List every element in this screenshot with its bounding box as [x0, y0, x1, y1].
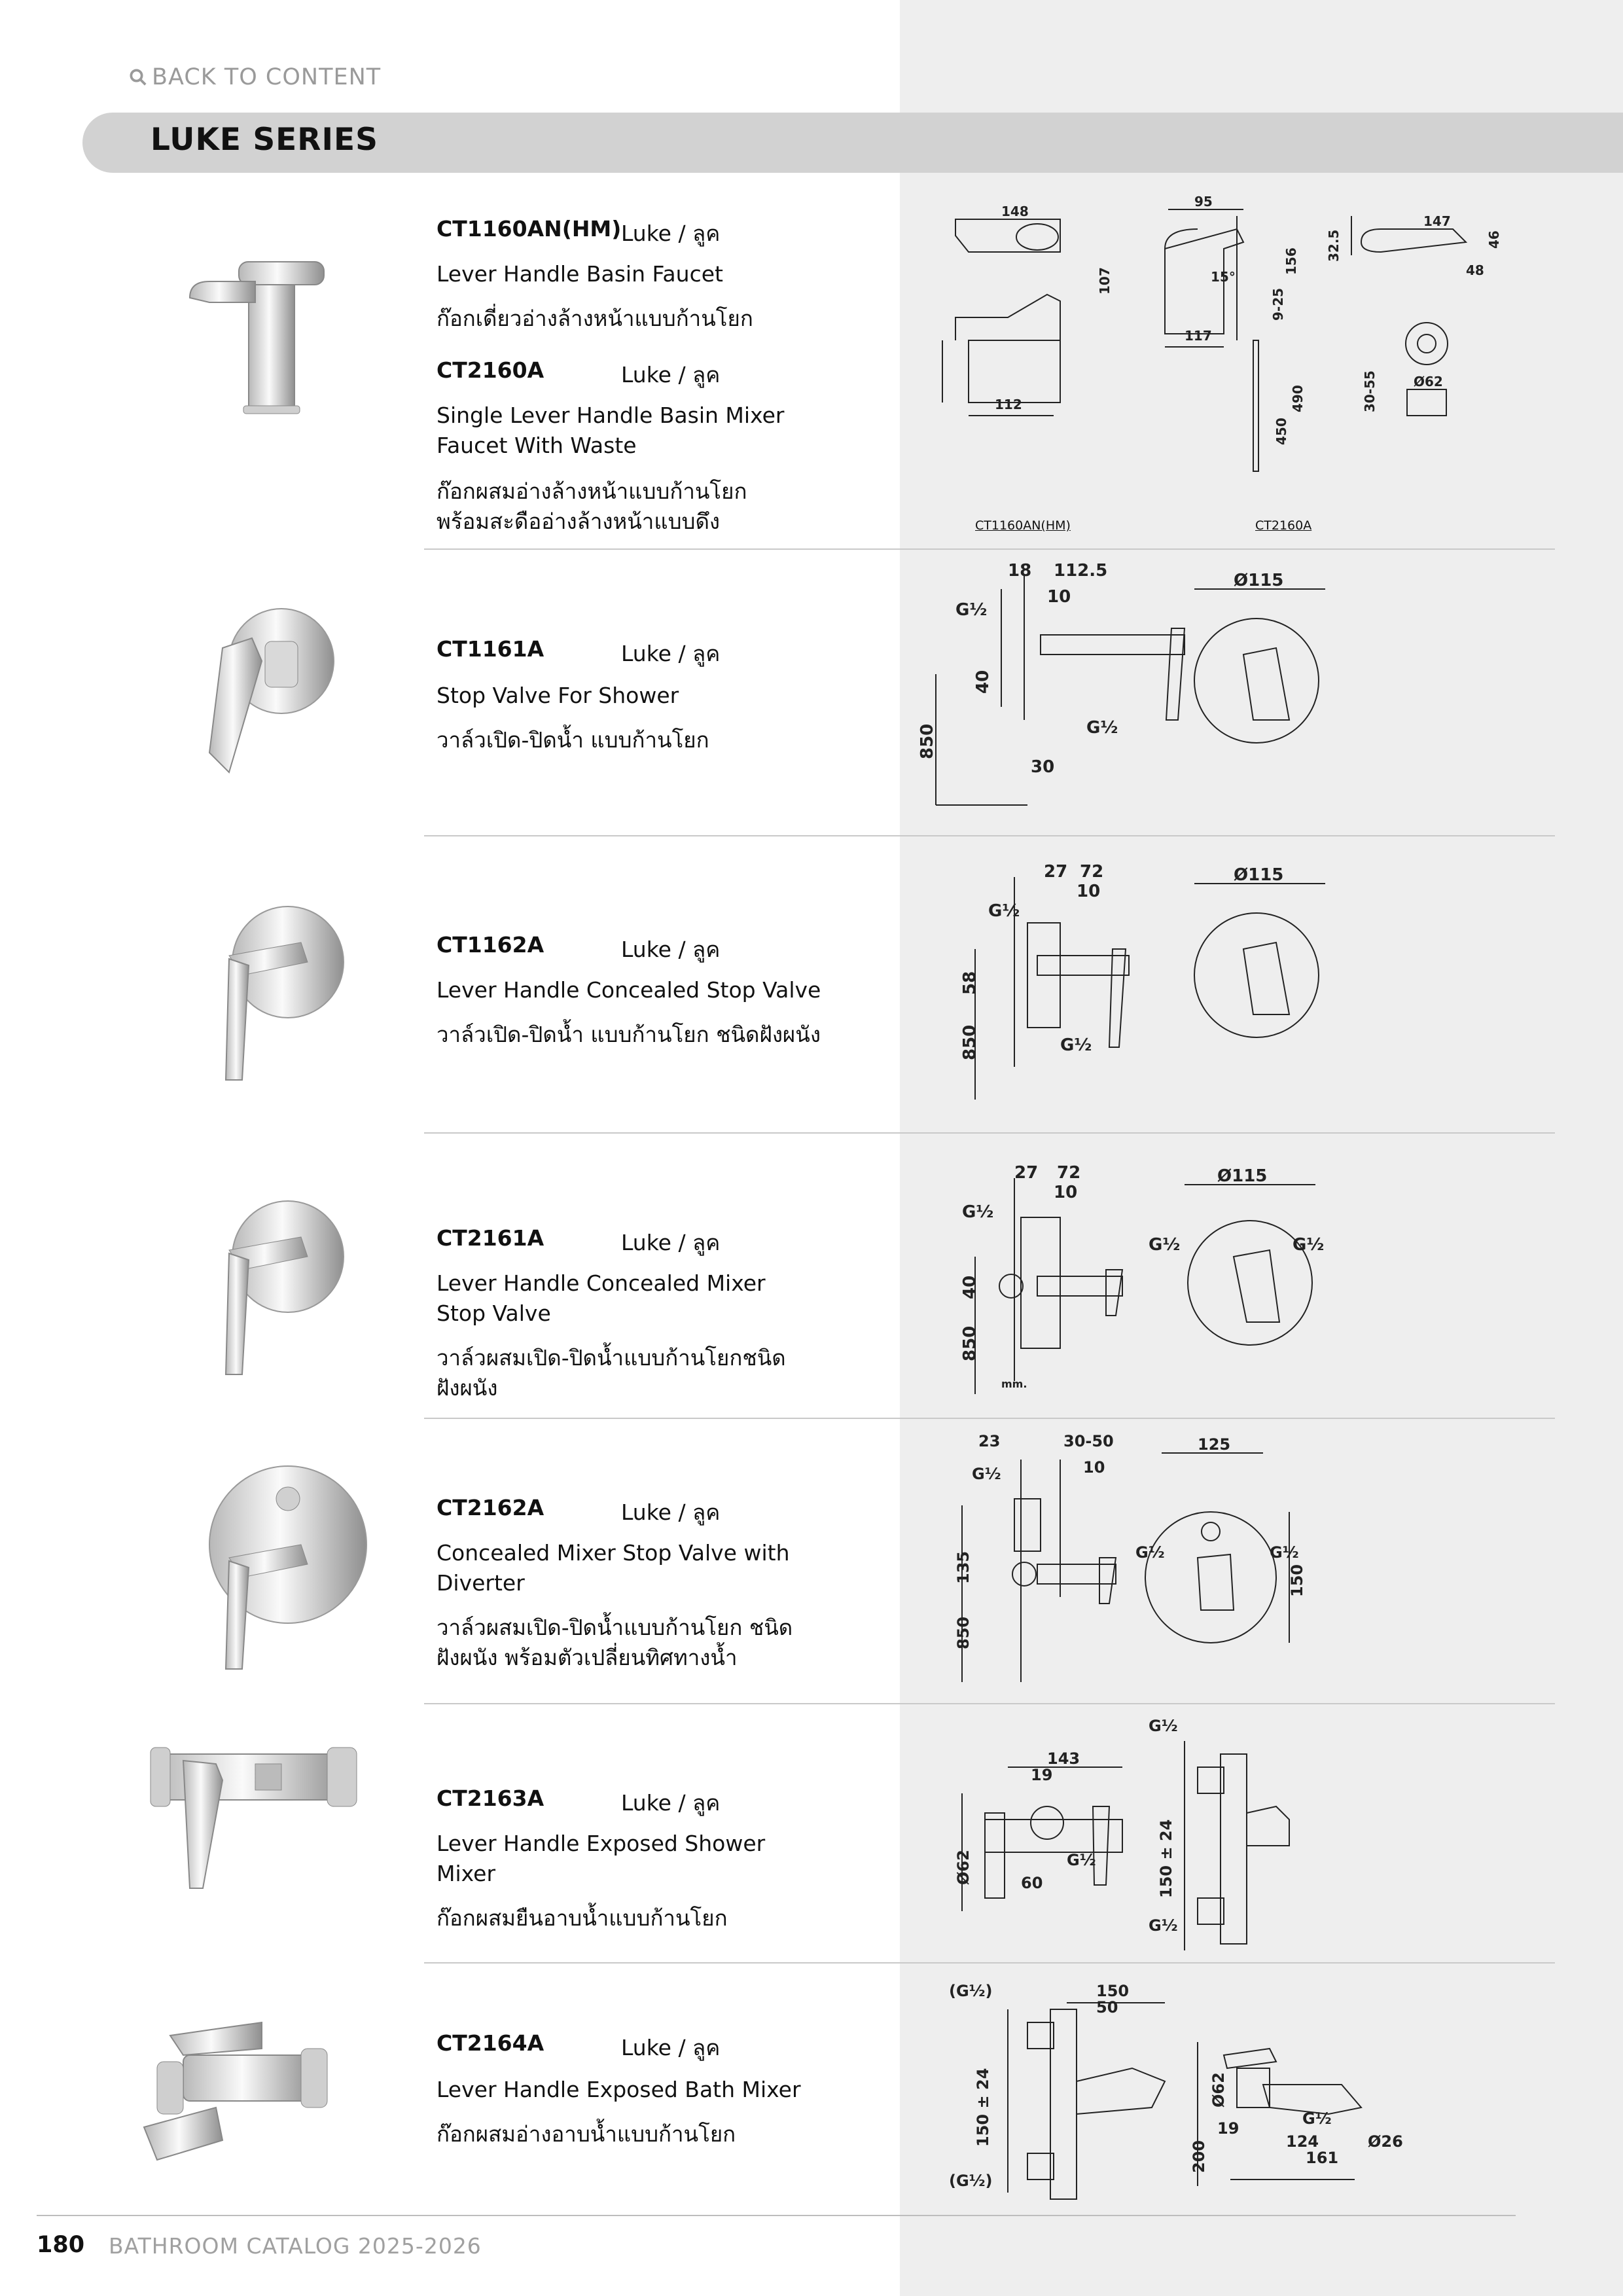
technical-drawing-ct2164a: [936, 1970, 1446, 2212]
dim-50: 50: [1096, 1998, 1118, 2017]
product-name-thai: ก๊อกผสมอ่างอาบน้ำแบบก้านโยก: [437, 2121, 736, 2147]
series-title: LUKE SERIES: [151, 122, 378, 158]
product-code: CT2163A: [437, 1785, 544, 1811]
dim-450: 450: [1274, 418, 1289, 445]
product-name-thai: วาล์วผสมเปิด-ปิดน้ำแบบก้านโยกชนิดฝังผนัง: [437, 1345, 786, 1401]
dim-27: 27: [1014, 1163, 1039, 1183]
dim-g-half-bottom: G½: [1060, 1035, 1092, 1055]
dim-diameter-115: Ø115: [1234, 865, 1284, 885]
technical-drawing-ct2161a: [923, 1152, 1381, 1414]
dim-diameter-115: Ø115: [1234, 571, 1284, 590]
dim-diameter-62: Ø62: [954, 1850, 972, 1885]
dim-10: 10: [1083, 1458, 1105, 1477]
row-divider: [424, 1132, 1555, 1134]
product-series-2: Luke / ลูค: [621, 362, 721, 387]
dim-32-5: 32.5: [1326, 229, 1342, 262]
dim-g-half: G½: [1086, 718, 1118, 738]
dim-g-half: G½: [1067, 1851, 1096, 1869]
dim-490: 490: [1290, 385, 1306, 412]
dim-125: 125: [1198, 1435, 1231, 1454]
product-code: CT1162A: [437, 932, 544, 958]
exposed-bath-mixer-thumbnail: [131, 2009, 366, 2166]
dim-850: 850: [954, 1616, 972, 1649]
product-name: Lever Handle Exposed Shower Mixer: [437, 1831, 766, 1886]
product-name: Lever Handle Basin Faucet: [437, 261, 723, 287]
dim-g-half: G½: [988, 901, 1020, 921]
dim-135: 135: [954, 1551, 972, 1584]
technical-drawing-ct1160an-ct2160a: [929, 190, 1518, 530]
dim-g-half-left: G½: [1149, 1235, 1181, 1255]
dim-117: 117: [1185, 328, 1212, 344]
dim-diameter-62: Ø62: [1414, 374, 1443, 389]
row-divider: [424, 548, 1555, 550]
row-divider: [424, 1418, 1555, 1419]
product-name-thai: วาล์วเปิด-ปิดน้ำ แบบก้านโยก: [437, 727, 709, 753]
search-icon: [128, 67, 148, 87]
drawing-caption-ct1160an: CT1160AN(HM): [975, 518, 1071, 533]
row-divider: [424, 1703, 1555, 1704]
product-name: Lever Handle Concealed Stop Valve: [437, 977, 821, 1003]
unit-mm: mm.: [1001, 1378, 1027, 1390]
dim-112-5: 112.5: [1054, 561, 1108, 581]
dim-156: 156: [1283, 247, 1299, 275]
dim-40: 40: [960, 1275, 980, 1299]
dim-9-25: 9-25: [1270, 287, 1286, 321]
dim-g-half-top: G½: [955, 600, 988, 620]
product-code-2: CT2160A: [437, 357, 544, 383]
dim-107: 107: [1097, 267, 1113, 295]
dim-g-half-top: G½: [1149, 1717, 1178, 1735]
drawing-caption-ct2160a: CT2160A: [1255, 518, 1312, 533]
dim-850: 850: [918, 723, 937, 759]
dim-10: 10: [1054, 1183, 1078, 1202]
dim-19: 19: [1031, 1766, 1053, 1784]
dim-g-half-left: G½: [1135, 1543, 1165, 1562]
dim-diameter-115: Ø115: [1217, 1166, 1268, 1186]
dim-46: 46: [1486, 230, 1502, 249]
product-name: Concealed Mixer Stop Valve with Diverter: [437, 1540, 790, 1596]
dim-18: 18: [1008, 561, 1032, 581]
dim-g-half-bottom: (G½): [949, 2172, 993, 2190]
concealed-mixer-valve-thumbnail: [196, 1198, 353, 1381]
product-code: CT2161A: [437, 1225, 544, 1251]
back-to-content-link[interactable]: [128, 64, 381, 90]
dim-48: 48: [1466, 262, 1484, 278]
dim-161: 161: [1306, 2149, 1339, 2167]
dim-148: 148: [1001, 204, 1029, 219]
footer-divider: [37, 2215, 1516, 2216]
row-divider: [424, 835, 1555, 836]
technical-drawing-ct1162a: [923, 851, 1381, 1113]
row-divider: [424, 1962, 1555, 1964]
exposed-shower-mixer-thumbnail: [144, 1728, 366, 1898]
dim-diameter-62: Ø62: [1209, 2072, 1228, 2108]
product-name-thai: วาล์วผสมเปิด-ปิดน้ำแบบก้านโยก ชนิดฝังผนัง พร้อมตัวเปลี่ยนทิศทางน้ำ: [437, 1615, 793, 1670]
dim-72: 72: [1057, 1163, 1081, 1183]
product-name: Lever Handle Exposed Bath Mixer: [437, 2077, 801, 2102]
dim-15-deg: 15°: [1211, 269, 1236, 285]
product-series: Luke / ลูค: [621, 221, 721, 246]
dim-g-half-bottom: G½: [1149, 1916, 1178, 1935]
product-name-thai: วาล์วเปิด-ปิดน้ำ แบบก้านโยก ชนิดฝังผนัง: [437, 1022, 821, 1047]
dim-30-55: 30-55: [1362, 370, 1378, 412]
dim-g-half: G½: [972, 1465, 1001, 1483]
product-code: CT1161A: [437, 636, 544, 662]
dim-10: 10: [1077, 882, 1101, 901]
dim-19: 19: [1217, 2119, 1240, 2138]
dim-150: 150: [1096, 1982, 1130, 2000]
product-name-thai: ก๊อกเดี่ยวอ่างล้างหน้าแบบก้านโยก: [437, 306, 753, 331]
dim-diameter-26: Ø26: [1368, 2132, 1403, 2151]
product-name-2: Single Lever Handle Basin Mixer Faucet With Waste: [437, 403, 785, 458]
dim-23: 23: [978, 1432, 1001, 1450]
dim-g-half-right: G½: [1270, 1543, 1299, 1562]
dim-g-half: G½: [962, 1202, 994, 1222]
stop-valve-thumbnail: [190, 602, 347, 772]
dim-40: 40: [973, 670, 993, 694]
dim-850: 850: [960, 1024, 980, 1060]
dim-112: 112: [995, 397, 1022, 412]
dim-60: 60: [1021, 1874, 1043, 1892]
technical-drawing-ct2163a: [923, 1715, 1381, 1964]
dim-95: 95: [1194, 194, 1213, 209]
dim-200: 200: [1190, 2140, 1208, 2173]
product-series: Luke / ลูค: [621, 641, 721, 666]
product-name: Lever Handle Concealed Mixer Stop Valve: [437, 1270, 766, 1326]
concealed-stop-valve-thumbnail: [196, 903, 353, 1086]
dim-g-half-spout: G½: [1302, 2109, 1332, 2128]
dim-150-pm-24: 150 ± 24: [1157, 1819, 1175, 1898]
dim-10: 10: [1047, 587, 1071, 607]
product-code: CT2164A: [437, 2030, 544, 2056]
dim-58: 58: [960, 971, 980, 995]
dim-30: 30: [1031, 757, 1055, 777]
product-series: Luke / ลูค: [621, 1790, 721, 1816]
dim-850: 850: [960, 1325, 980, 1361]
catalog-title: BATHROOM CATALOG 2025-2026: [109, 2233, 482, 2259]
product-code: CT2162A: [437, 1495, 544, 1520]
mixer-diverter-thumbnail: [196, 1460, 353, 1676]
dim-g-half-top: (G½): [949, 1982, 993, 2000]
product-series: Luke / ลูค: [621, 937, 721, 962]
product-series: Luke / ลูค: [621, 1230, 721, 1255]
dim-30-50: 30-50: [1063, 1432, 1114, 1450]
product-name: Stop Valve For Shower: [437, 683, 679, 708]
basin-faucet-thumbnail: [183, 249, 340, 419]
technical-drawing-ct1161a: [918, 556, 1381, 818]
product-name-thai-2: ก๊อกผสมอ่างล้างหน้าแบบก้านโยก พร้อมสะดืออ่างล้างหน้าแบบดึง: [437, 478, 747, 534]
product-name-thai: ก๊อกผสมยืนอาบน้ำแบบก้านโยก: [437, 1905, 728, 1931]
dim-g-half-right: G½: [1293, 1235, 1325, 1255]
dim-124: 124: [1286, 2132, 1319, 2151]
product-code: CT1160AN(HM): [437, 216, 622, 242]
dim-27: 27: [1044, 862, 1068, 882]
dim-147: 147: [1423, 213, 1451, 229]
technical-drawing-ct2162a: [923, 1427, 1381, 1702]
dim-72: 72: [1080, 862, 1104, 882]
product-series: Luke / ลูค: [621, 2035, 721, 2060]
dim-150: 150: [1288, 1564, 1306, 1597]
page-number: 180: [37, 2232, 85, 2258]
dim-143: 143: [1047, 1749, 1080, 1768]
dim-150-pm-24: 150 ± 24: [974, 2068, 992, 2147]
product-series: Luke / ลูค: [621, 1499, 721, 1525]
back-link-label: BACK TO CONTENT: [152, 64, 382, 90]
